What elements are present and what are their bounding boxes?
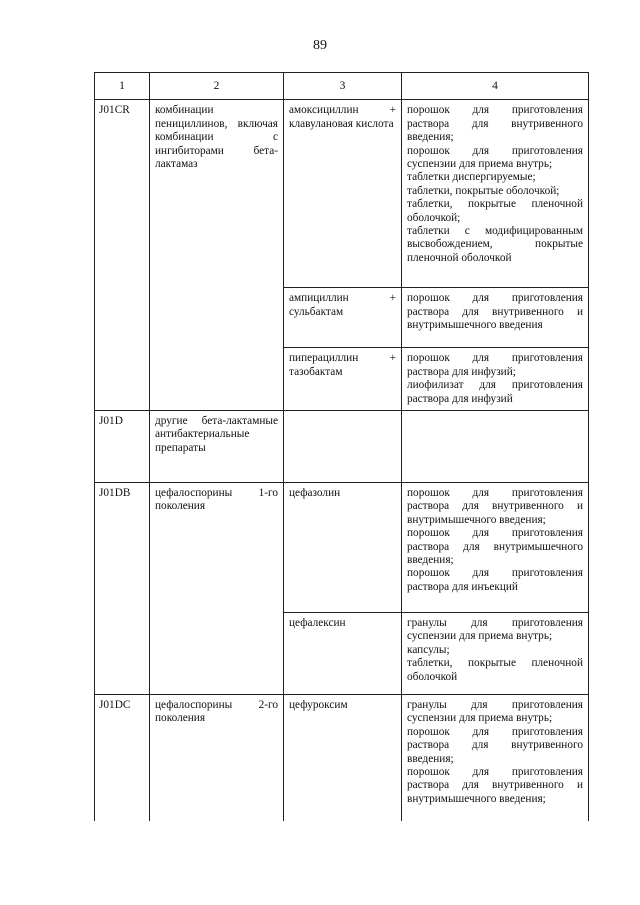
dosage-form: лиофилизат для приготовления раствора для инфузий — [407, 379, 583, 405]
drug-name-cell: цефуроксим — [284, 695, 402, 821]
page-number: 89 — [313, 38, 327, 53]
dosage-form: порошок для приготовления раствора для внутривенного и внутримышечного введения — [407, 292, 583, 332]
atc-code-cell: J01D — [95, 411, 150, 483]
drug-name-cell: ампициллин + сульбактам — [284, 288, 402, 348]
dosage-forms-cell — [402, 348, 589, 411]
drug-name-cell: пиперациллин + тазобактам — [284, 348, 402, 411]
column-header: 4 — [402, 73, 589, 100]
group-cell: другие бета-лактамные антибактериальные препараты — [150, 411, 284, 483]
drug-name-cell: амоксициллин + клавулановая кислота — [284, 100, 402, 288]
drug-name-cell: цефалексин — [284, 613, 402, 695]
dosage-form: порошок для приготовления суспензии для приема внутрь; — [407, 144, 583, 171]
dosage-form: капсулы; — [407, 643, 450, 656]
dosage-form: таблетки диспергируемые; — [407, 171, 536, 184]
dosage-forms-cell — [402, 411, 589, 483]
group-cell: цефалоспорины 1-го поколения — [150, 483, 284, 695]
dosage-form: таблетки, покрытые пленочной оболочкой; — [407, 198, 583, 224]
dosage-form: порошок для приготовления раствора для внутривенного и внутримышечного введения; — [407, 487, 583, 526]
atc-code-cell: J01DB — [95, 483, 150, 695]
dosage-form: порошок для приготовления раствора для внутримышечного введения; — [407, 527, 583, 567]
dosage-form: таблетки, покрытые пленочной оболочкой — [407, 657, 583, 683]
column-header: 3 — [284, 73, 402, 100]
dosage-form: таблетки с модифицированным высвобождением, покрытые пленочной оболочкой — [407, 225, 583, 264]
group-cell: цефалоспорины 2-го поколения — [150, 695, 284, 821]
drug-name-cell — [284, 411, 402, 483]
dosage-form: порошок для приготовления раствора для инфузий; — [407, 352, 583, 378]
dosage-form: порошок для приготовления раствора для внутривенного введения; — [407, 104, 583, 144]
dosage-forms-cell — [402, 483, 589, 613]
dosage-forms-cell — [402, 613, 589, 695]
dosage-form: порошок для приготовления раствора для внутривенного введения; — [407, 725, 583, 765]
dosage-form: таблетки, покрытые оболочкой; — [407, 184, 560, 197]
dosage-form: порошок для приготовления раствора для инъекций — [407, 567, 583, 593]
table-row — [95, 100, 589, 288]
dosage-form: гранулы для приготовления суспензии для приема внутрь; — [407, 699, 583, 725]
drug-name-cell: цефазолин — [284, 483, 402, 613]
atc-code-cell: J01DC — [95, 695, 150, 821]
column-header: 2 — [150, 73, 284, 100]
drug-table — [94, 72, 589, 821]
atc-code-cell: J01CR — [95, 100, 150, 411]
dosage-form: гранулы для приготовления суспензии для приема внутрь; — [407, 617, 583, 643]
table-row — [95, 411, 589, 483]
table-row — [95, 695, 589, 821]
column-header: 1 — [95, 73, 150, 100]
dosage-form: порошок для приготовления раствора для внутривенного и внутримышечного введения; — [407, 766, 583, 805]
group-cell: комбинации пенициллинов, включая комбинации с ингибиторами бета-лактамаз — [150, 100, 284, 411]
dosage-forms-cell — [402, 100, 589, 288]
header-row — [95, 73, 589, 100]
table-row — [95, 483, 589, 613]
dosage-forms-cell — [402, 288, 589, 348]
dosage-forms-cell — [402, 695, 589, 821]
